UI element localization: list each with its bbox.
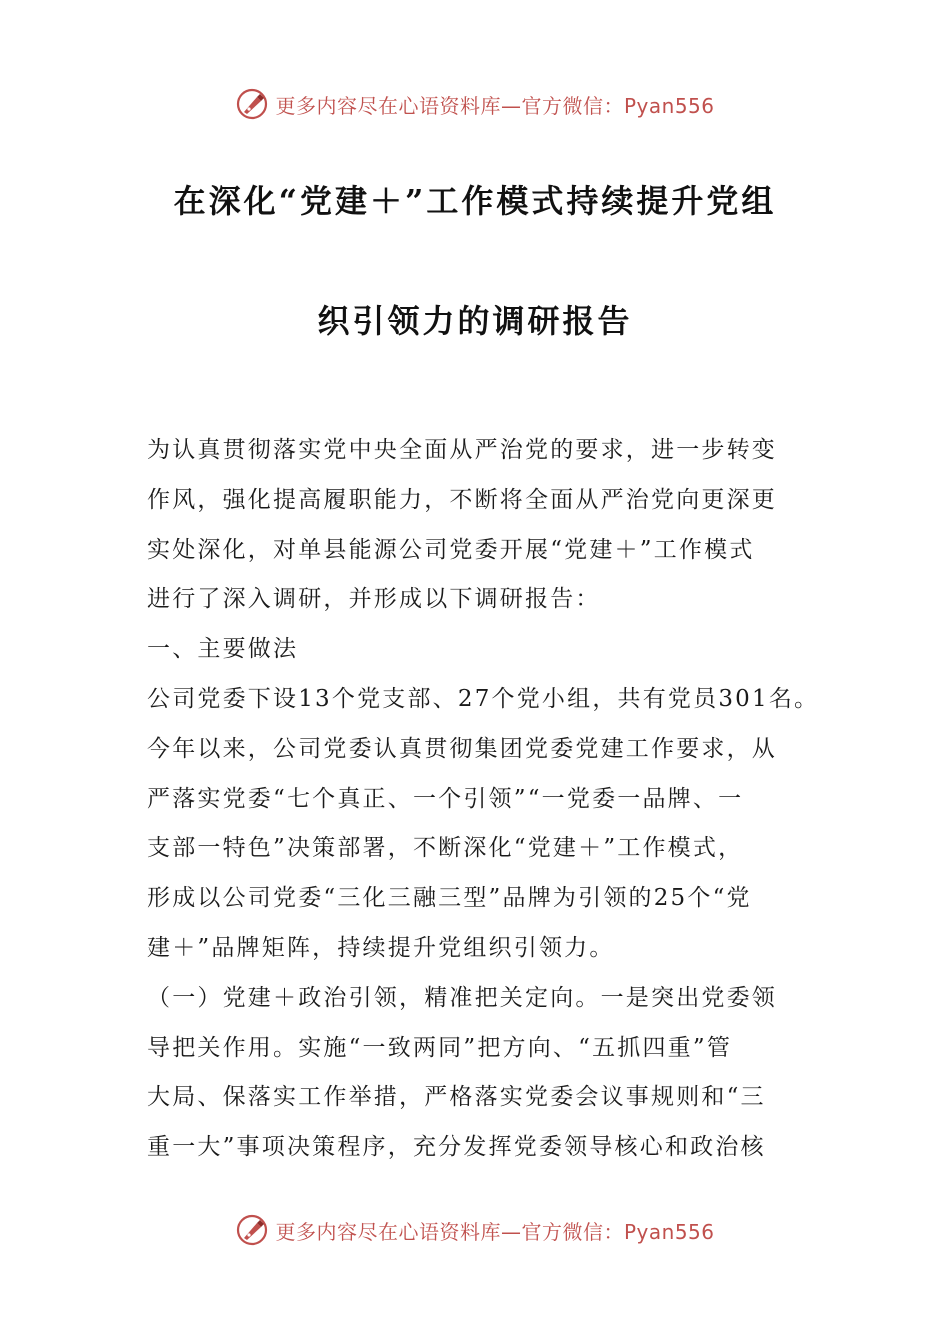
subsection-line: （一）党建＋政治引领，精准把关定向。一是突出党委领 [147,984,777,1011]
document-title-line-2: 织引领力的调研报告 [317,302,633,340]
watermark-footer [0,1210,950,1250]
body-line: 导把关作用。实施“一致两同”把方向、“五抓四重”管 [147,1034,733,1061]
pen-nib-logo-icon [235,1213,269,1247]
body-line: 支部一特色”决策部署，不断深化“党建＋”工作模式， [147,835,744,862]
watermark-wechat-id: Pyan556 [623,1219,715,1244]
body-line: 严落实党委“七个真正、一个引领”“一党委一品牌、一 [147,785,744,812]
body-line: 为认真贯彻落实党中央全面从严治党的要求，进一步转变 [147,437,777,463]
body-line: 实处深化，对单县能源公司党委开展“党建＋”工作模式 [147,536,755,563]
body-line: 今年以来，公司党委认真贯彻集团党委党建工作要求，从 [147,735,777,762]
watermark-wechat-id: Pyan556 [623,93,715,118]
watermark-label: 更多内容尽在心语资料库—官方微信： [275,93,624,118]
body-line: 重一大”事项决策程序，充分发挥党委领导核心和政治核 [147,1134,766,1161]
body-line: 作风，强化提高履职能力，不断将全面从严治党向更深更 [147,486,777,513]
document-title-line-1: 在深化“党建＋”工作模式持续提升党组 [173,182,777,220]
watermark-text [275,90,714,119]
section-heading: 一、主要做法 [147,636,299,663]
body-line: 进行了深入调研，并形成以下调研报告： [147,586,601,613]
watermark-header [0,84,950,124]
watermark-label: 更多内容尽在心语资料库—官方微信： [275,1219,624,1244]
document-body [147,426,820,1173]
body-line: 大局、保落实工作举措，严格落实党委会议事规则和“三 [147,1084,766,1111]
watermark-text [275,1216,714,1245]
body-line: 公司党委下设13个党支部、27个党小组，共有党员301名。 [147,685,820,712]
pen-nib-logo-icon [235,87,269,121]
body-line: 形成以公司党委“三化三融三型”品牌为引领的25个“党 [147,885,752,912]
body-line: 建＋”品牌矩阵，持续提升党组织引领力。 [147,934,615,961]
